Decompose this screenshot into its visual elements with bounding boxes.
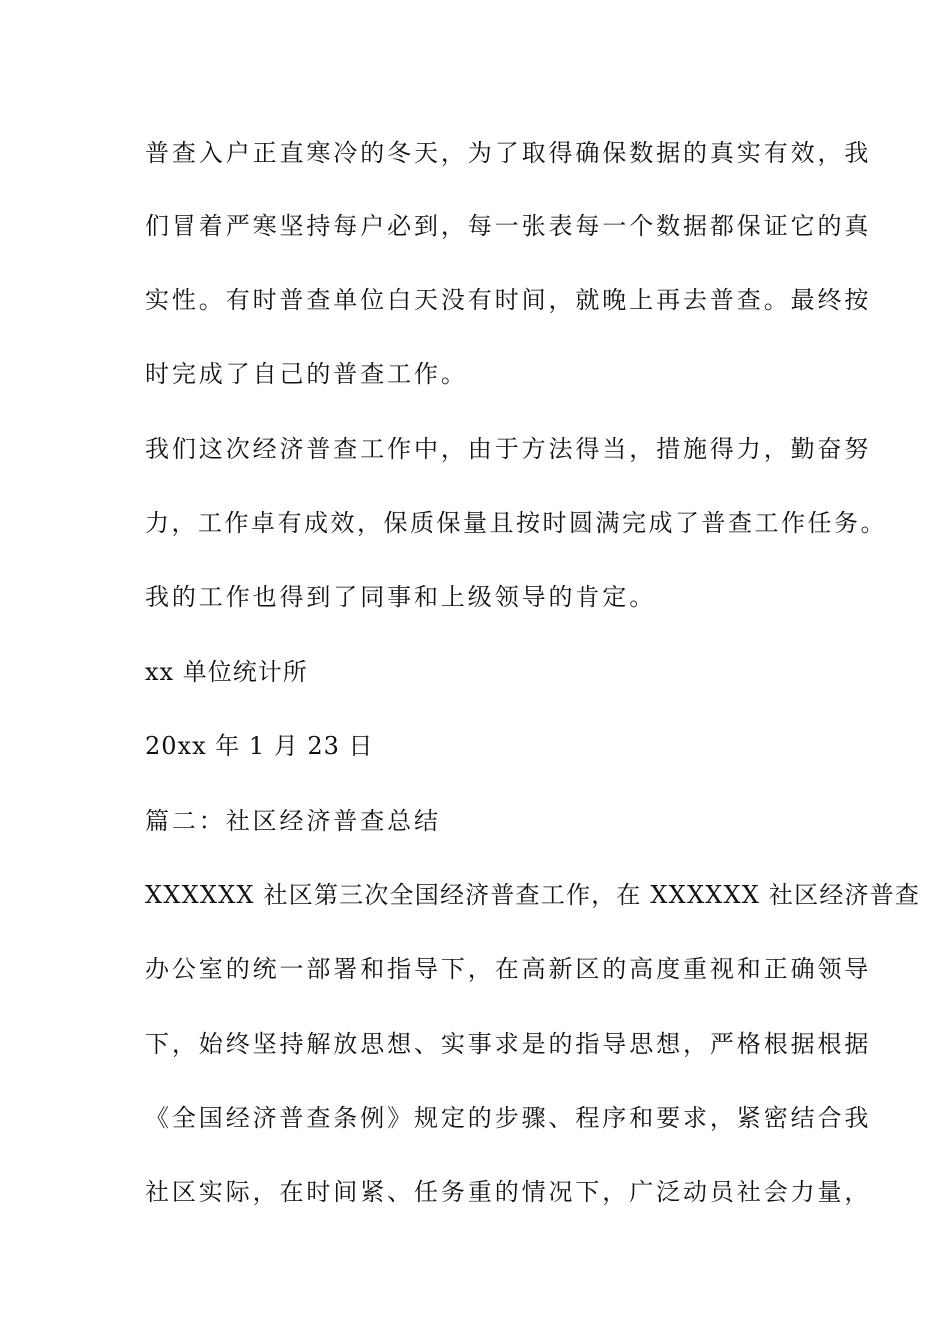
body-text-line: 办公室的统一部署和指导下，在高新区的高度重视和正确领导 — [145, 955, 872, 983]
body-text-line: 们冒着严寒坚持每户必到，每一张表每一个数据都保证它的真 — [145, 212, 872, 240]
body-text-line: 我的工作也得到了同事和上级领导的肯定。 — [145, 583, 657, 611]
body-text-line: 我们这次经济普查工作中，由于方法得当，措施得力，勤奋努 — [145, 435, 872, 463]
body-text-line: XXXXXX 社区第三次全国经济普查工作，在 XXXXXX 社区经济普查 — [145, 881, 921, 909]
signature-date: 20xx 年 1 月 23 日 — [145, 732, 374, 760]
body-text-line: 力，工作卓有成效，保质保量且按时圆满完成了普查工作任务。 — [145, 509, 887, 537]
body-text-line: 下，始终坚持解放思想、实事求是的指导思想，严格根据根据 — [145, 1030, 872, 1058]
section-heading: 篇二：社区经济普查总结 — [145, 807, 441, 835]
body-text-line: 普查入户正直寒冷的冬天，为了取得确保数据的真实有效，我 — [145, 139, 872, 167]
signature-organization: xx 单位统计所 — [145, 658, 308, 686]
body-text-line: 时完成了自己的普查工作。 — [145, 360, 468, 388]
body-text-line: 《全国经济普查条例》规定的步骤、程序和要求，紧密结合我 — [145, 1104, 872, 1132]
body-text-line: 实性。有时普查单位白天没有时间，就晚上再去普查。最终按 — [145, 286, 872, 314]
body-text-line: 社区实际，在时间紧、任务重的情况下，广泛动员社会力量， — [145, 1178, 872, 1206]
